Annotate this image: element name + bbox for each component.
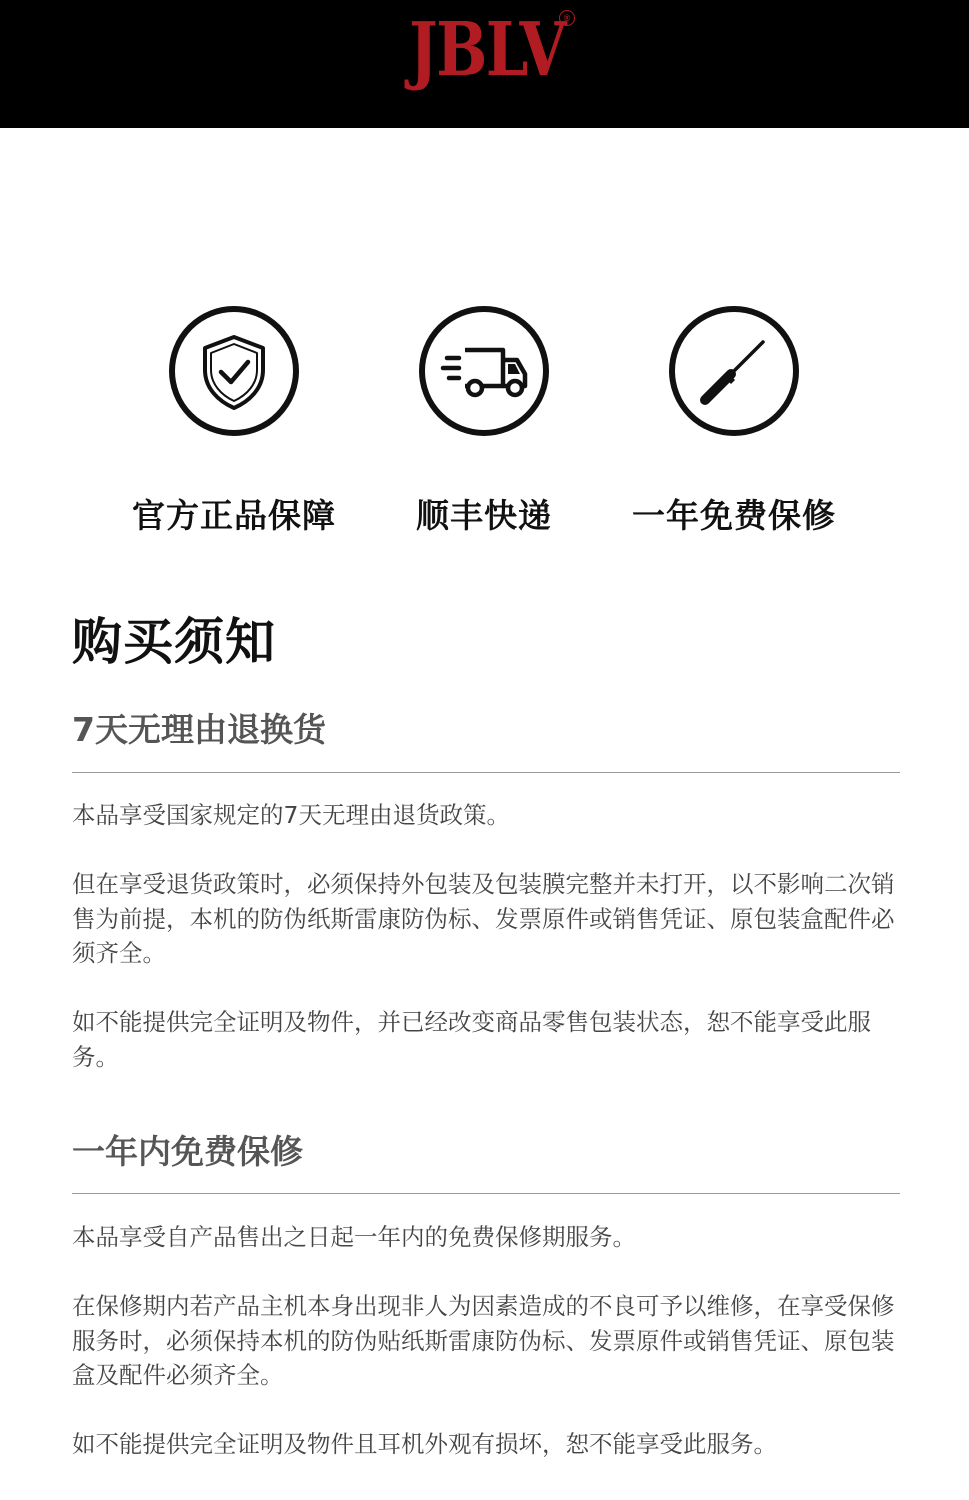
return-policy-paragraph-2: 但在享受退货政策时，必须保持外包装及包装膜完整并未打开，以不影响二次销售为前提，本机的防伪纸斯雷康防伪标、发票原件或销售凭证、原包装盒配件必须齐全。 (72, 870, 895, 967)
section-title-return-policy: 7天无理由退换货 (72, 710, 326, 749)
notice-title: 购买须知 (72, 613, 276, 671)
logo-wordmark: JBLV (409, 7, 565, 93)
return-policy-paragraph-3: 如不能提供完全证明及物件，并已经改变商品零售包装状态，恕不能享受此服务。 (72, 1008, 871, 1071)
delivery-truck-icon (425, 312, 543, 430)
registered-mark: ® (559, 10, 575, 26)
warranty-paragraph-1: 本品享受自产品售出之日起一年内的免费保修期服务。 (72, 1223, 636, 1251)
feature-icon-circle (669, 306, 799, 436)
feature-free-warranty (604, 306, 864, 537)
feature-icon-circle (419, 306, 549, 436)
return-policy-paragraph-1: 本品享受国家规定的7天无理由退货政策。 (72, 801, 510, 829)
shield-check-icon (175, 312, 293, 430)
brand-header (0, 0, 969, 128)
feature-label: 顺丰快递 (416, 496, 552, 535)
feature-label: 一年免费保修 (632, 496, 836, 535)
feature-sf-express (354, 306, 614, 537)
brand-logo (405, 8, 575, 120)
feature-label: 官方正品保障 (132, 496, 336, 535)
warranty-paragraph-2: 在保修期内若产品主机本身出现非人为因素造成的不良可予以维修，在享受保修服务时，必须保持本机的防伪贴纸斯雷康防伪标、发票原件或销售凭证、原包装盒及配件必须齐全。 (72, 1292, 895, 1389)
warranty-paragraph-3: 如不能提供完全证明及物件且耳机外观有损坏，恕不能享受此服务。 (72, 1430, 777, 1458)
section-title-warranty: 一年内免费保修 (72, 1132, 303, 1171)
section-divider (72, 772, 900, 773)
feature-icon-circle (169, 306, 299, 436)
feature-official-guarantee (104, 306, 364, 537)
section-divider (72, 1193, 900, 1194)
screwdriver-icon (675, 312, 793, 430)
